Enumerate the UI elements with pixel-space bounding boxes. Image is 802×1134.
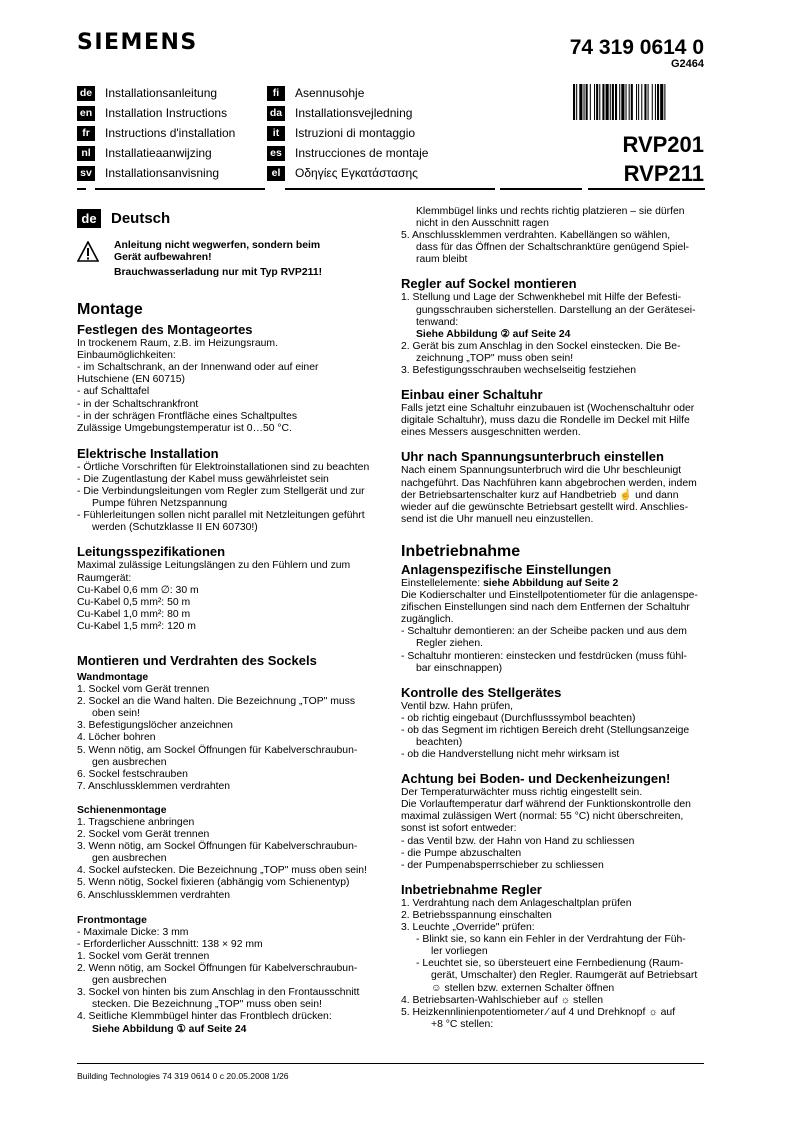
text-line: - Leuchtet sie, so übersteuert eine Fernbedienung (Raum- (416, 958, 684, 970)
heading-inbetriebnahme-regler: Inbetriebnahme Regler (401, 881, 542, 897)
text-line: Der Temperaturwächter muss richtig eingestellt sein. (401, 787, 643, 799)
language-label: Installationsvejledning (295, 106, 413, 120)
text-line: Falls jetzt eine Schaltuhr einzubauen ist (Wochenschaltuhr oder (401, 403, 695, 415)
language-label: Οδηγίες Εγκατάστασης (295, 166, 418, 180)
uhr-einstellen-text (401, 465, 711, 525)
wandmontage-list (77, 684, 377, 793)
language-item-sv (77, 163, 235, 183)
text-line: sonst ist sofort entweder: (401, 823, 517, 835)
text-line: 3. Befestigungsschrauben wechselseitig festziehen (401, 365, 637, 377)
heading-frontmontage: Frontmontage (77, 914, 147, 926)
text-line: maximal zulässigen Wert (normal: 55 °C) nicht überschreiten, (401, 811, 684, 823)
barcode-bar (655, 84, 656, 120)
text-line: Siehe Abbildung ① auf Seite 24 (92, 1023, 247, 1035)
language-list-left (77, 83, 235, 183)
rule (588, 188, 705, 190)
heading-leitungsspezifikationen: Leitungsspezifikationen (77, 544, 226, 560)
text-line: - in der schrägen Frontfläche eines Schaltpultes (77, 410, 298, 422)
heading-sockel: Montieren und Verdrahten des Sockels (77, 652, 317, 668)
text-line: gen ausbrechen (92, 975, 167, 987)
text-line: 7. Anschlussklemmen verdrahten (77, 780, 231, 792)
barcode-bar (621, 84, 624, 120)
lang-code-badge: fi (267, 86, 285, 101)
text-line: 3. Wenn nötig, am Sockel Öffnungen für Kabelverschraubun- (77, 841, 358, 853)
text-line: 4. Seitliche Klemmbügel hinter das Frontblech drücken: (77, 1011, 332, 1023)
language-label: Installation Instructions (105, 106, 228, 120)
heading-uhr-einstellen: Uhr nach Spannungsunterbruch einstellen (401, 449, 664, 465)
continued-text (401, 206, 711, 266)
text-line: zugänglich. (401, 614, 454, 626)
text-line: zeichnung „TOP" muss oben sein! (416, 352, 574, 364)
text-line: - die Pumpe abzuschalten (401, 847, 522, 859)
text-line: 2. Sockel vom Gerät trennen (77, 829, 210, 841)
section-language-label: Deutsch (111, 210, 171, 227)
barcode-bar (648, 84, 649, 120)
language-label: Instructions d'installation (105, 126, 236, 140)
heading-anlagenspezifisch: Anlagenspezifische Einstellungen (401, 561, 612, 577)
barcode-bar (619, 84, 620, 120)
barcode-bar (606, 84, 609, 120)
text-line: - Die Verbindungsleitungen vom Regler zum Stellgerät und zur (77, 486, 365, 498)
language-list-right (267, 83, 428, 183)
lang-code-badge: de (77, 209, 101, 228)
text-line: Einbaumöglichkeiten: (77, 350, 176, 362)
language-label: Istruzioni di montaggio (295, 126, 416, 140)
model-rvp211: RVP211 (623, 161, 704, 186)
lang-code-badge: el (267, 166, 285, 181)
text-line: +8 °C stellen: (431, 1018, 494, 1030)
schaltuhr-text (401, 403, 711, 439)
text-line: send ist die Uhr manuell neu einzustellen. (401, 513, 594, 525)
text-line: nachgeführt. Das Nachführen kann abgebrochen werden, indem (401, 477, 697, 489)
text-line: - im Schaltschrank, an der Innenwand oder auf einer (77, 362, 319, 374)
barcode-bar (612, 84, 614, 120)
text-line: Klemmbügel links und rechts richtig platzieren – sie dürfen (416, 206, 685, 217)
lang-code-badge: sv (77, 166, 95, 181)
barcode-bar (602, 84, 604, 120)
text-line: In trockenem Raum, z.B. im Heizungsraum. (77, 338, 278, 350)
text-line: 4. Löcher bohren (77, 732, 156, 744)
language-item-fr (77, 123, 235, 143)
barcode-bar (615, 84, 617, 120)
right-column (401, 206, 711, 1031)
doc-code: G2464 (670, 58, 704, 70)
barcode-bar (664, 84, 665, 120)
language-item-da (267, 103, 428, 123)
text-line: 3. Befestigungslöcher anzeichnen (77, 720, 233, 732)
montageort-text (77, 338, 377, 435)
text-line: - Schaltuhr demontieren: an der Scheibe packen und aus dem (401, 626, 687, 638)
regler-list (401, 292, 711, 377)
text-line: Cu-Kabel 1,5 mm²: 120 m (77, 620, 196, 632)
text-line: Ventil bzw. Hahn prüfen, (401, 700, 514, 712)
lang-code-badge: da (267, 106, 285, 121)
heading-montageort: Festlegen des Montageortes (77, 322, 253, 338)
heading-schaltuhr: Einbau einer Schaltuhr (401, 387, 543, 403)
warning-icon (77, 241, 99, 263)
inbetriebnahme-regler-list (401, 898, 711, 1031)
text-line: - ob richtig eingebaut (Durchflusssymbol beachten) (401, 712, 636, 724)
text-line: 6. Anschlussklemmen verdrahten (77, 889, 231, 901)
lang-code-badge: nl (77, 146, 95, 161)
text-line: zifischen Einstellungen sind nach dem Entfernen der Schaltuhr (401, 602, 690, 614)
text-line: Cu-Kabel 0,5 mm²: 50 m (77, 596, 191, 608)
text-line: 1. Sockel vom Gerät trennen (77, 684, 210, 696)
text-line: Die Vorlauftemperatur darf während der Funktionskontrolle den (401, 799, 691, 811)
text-line: 1. Stellung und Lage der Schwenkhebel mit Hilfe der Befesti- (401, 292, 682, 304)
frontmontage-list (77, 927, 377, 1036)
text-line: werden (Schutzklasse II EN 60730!) (92, 522, 258, 534)
barcode-bar (660, 84, 663, 120)
barcode-bar (586, 84, 588, 120)
text-line: - der Pumpenabsperrschieber zu schliessen (401, 859, 604, 871)
text-line: Nach einem Spannungsunterbruch wird die Uhr beschleunigt (401, 465, 682, 477)
leitungsspezifikationen-text (77, 560, 377, 633)
text-line: 3. Leuchte „Override" prüfen: (401, 922, 535, 934)
text-line: - Fühlerleitungen sollen nicht parallel mit Netzleitungen geführt (77, 510, 365, 522)
barcode-bar (638, 84, 639, 120)
text-line: dass für das Öffnen der Schaltschranktüre genügend Spiel- (416, 242, 690, 254)
rule (500, 188, 582, 190)
schienenmontage-list (77, 817, 377, 902)
text-line: wieder auf die gewünschte Betriebsart gestellt wird. Anschlies- (401, 501, 689, 513)
text-line: - Maximale Dicke: 3 mm (77, 926, 189, 938)
language-item-nl (77, 143, 235, 163)
text-line: Zulässige Umgebungstemperatur ist 0…50 °C. (77, 422, 292, 434)
text-line: - Schaltuhr montieren: einstecken und festdrücken (muss fühl- (401, 650, 687, 662)
anlagen-text (401, 578, 711, 675)
text-line: 1. Sockel vom Gerät trennen (77, 950, 210, 962)
text-line: Cu-Kabel 1,0 mm²: 80 m (77, 608, 191, 620)
barcode-bar (579, 84, 582, 120)
text-line: stecken. Die Bezeichnung „TOP" muss oben sein! (92, 999, 322, 1011)
text-line: Maximal zulässige Leitungslängen zu den Fühlern und zum (77, 560, 351, 572)
text-line: 5. Anschlussklemmen verdrahten. Kabellängen so wählen, (401, 230, 671, 242)
language-label: Installatieaanwijzing (105, 146, 212, 160)
barcode-bar (610, 84, 611, 120)
text-line: eines Messers ausgeschnitten werden. (401, 427, 581, 439)
text-line: gerät, Umschalter) den Regler. Raumgerät auf Betriebsart (431, 970, 698, 982)
language-label: Instrucciones de montaje (295, 146, 429, 160)
text-line: nicht in den Ausschnitt ragen (416, 218, 549, 230)
barcode-bar (629, 84, 630, 120)
footer-rule (77, 1063, 704, 1064)
text-line: 2. Sockel an die Wand halten. Die Bezeichnung „TOP" muss (77, 696, 356, 708)
heading-achtung: Achtung bei Boden- und Deckenheizungen! (401, 771, 671, 787)
achtung-text (401, 787, 711, 872)
barcode-bar (641, 84, 642, 120)
text-line: 5. Heizkennlinienpotentiometer ⁄ auf 4 und Drehknopf ☼ auf (401, 1006, 676, 1018)
text-line: gen ausbrechen (92, 853, 167, 865)
siemens-logo: SIEMENS (77, 30, 198, 55)
text-line: Raumgerät: (77, 572, 132, 584)
barcode-bar (599, 84, 600, 120)
barcode-bar (594, 84, 595, 120)
text-line: 5. Wenn nötig, Sockel fixieren (abhängig vom Schienentyp) (77, 877, 350, 889)
text-line: beachten) (416, 737, 463, 748)
barcode-bar (573, 84, 575, 120)
language-item-en (77, 103, 235, 123)
barcode-bar (584, 84, 585, 120)
text-line: 5. Wenn nötig, am Sockel Öffnungen für Kabelverschraubun- (77, 744, 358, 756)
footer-text: Building Technologies 74 319 0614 0 c 20.05.2008 1/26 (77, 1071, 289, 1081)
barcode-bar (657, 84, 659, 120)
text-line: - Die Zugentlastung der Kabel muss gewährleistet sein (77, 473, 329, 485)
barcode (573, 84, 704, 120)
text-line: 4. Sockel aufstecken. Die Bezeichnung „TOP" muss oben sein! (77, 865, 367, 877)
elektrische-installation-text (77, 462, 377, 535)
text-line: gen ausbrechen (92, 756, 167, 768)
text-line: ler vorliegen (431, 946, 488, 958)
lang-code-badge: de (77, 86, 95, 101)
heading-schienenmontage: Schienenmontage (77, 804, 167, 816)
lang-code-badge: fr (77, 126, 95, 141)
text-line: Einstellelemente: siehe Abbildung auf Seite 2 (401, 577, 619, 589)
model-rvp201: RVP201 (622, 132, 704, 157)
text-line: Die Kodierschalter und Einstellpotentiometer für die anlagenspe- (401, 590, 698, 602)
text-line: 4. Betriebsarten-Wahlschieber auf ☼ stellen (401, 994, 604, 1006)
heading-elektrische-installation: Elektrische Installation (77, 445, 219, 461)
text-line: oben sein! (92, 708, 140, 720)
rule (95, 188, 265, 190)
text-line: - das Ventil bzw. der Hahn von Hand zu schliessen (401, 835, 635, 847)
language-label: Installationsanleitung (105, 86, 218, 100)
barcode-bar (626, 84, 627, 120)
text-line: ☺ stellen bzw. externen Schalter öffnen (431, 982, 615, 994)
text-line: - in der Schaltschrankfront (77, 398, 199, 410)
barcode-bar (596, 84, 598, 120)
heading-inbetriebnahme: Inbetriebnahme (401, 542, 521, 560)
text-line: 2. Gerät bis zum Anschlag in den Sockel einstecken. Die Be- (401, 340, 681, 352)
left-column (77, 301, 377, 1036)
text-line: Cu-Kabel 0,6 mm ∅: 30 m (77, 584, 199, 596)
heading-wandmontage: Wandmontage (77, 671, 149, 683)
text-line: 1. Verdrahtung nach dem Anlageschaltplan prüfen (401, 897, 632, 909)
barcode-bar (631, 84, 633, 120)
heading-regler-sockel: Regler auf Sockel montieren (401, 276, 577, 292)
text-line: gungsschrauben sicherstellen. Darstellung an der Gerätesei- (416, 304, 696, 316)
language-label: Installationsanvisning (105, 166, 220, 180)
heading-montage: Montage (77, 301, 143, 318)
text-line: 6. Sockel festschrauben (77, 768, 188, 780)
lang-code-badge: it (267, 126, 285, 141)
rule (285, 188, 495, 190)
barcode-bar (652, 84, 653, 120)
text-line: raum bleibt (416, 254, 468, 266)
language-item-es (267, 143, 428, 163)
text-line: 2. Wenn nötig, am Sockel Öffnungen für Kabelverschraubun- (77, 963, 358, 975)
text-line: bar einschnappen) (416, 662, 503, 674)
text-line: - auf Schalttafel (77, 386, 150, 398)
text-line: - Erforderlicher Ausschnitt: 138 × 92 mm (77, 938, 263, 950)
barcode-bar (576, 84, 577, 120)
text-line: Hutschiene (EN 60715) (77, 374, 186, 386)
heading-kontrolle: Kontrolle des Stellgerätes (401, 684, 562, 700)
text-line: 2. Betriebsspannung einschalten (401, 909, 552, 921)
kontrolle-text (401, 701, 711, 761)
warning-text: Anleitung nicht wegwerfen, sondern beim Gerät aufbewahren! Brauchwasserladung nur mit Typ RVP211! (114, 240, 323, 279)
lang-code-badge: es (267, 146, 285, 161)
text-line: - ob die Handverstellung nicht mehr wirksam ist (401, 749, 620, 761)
text-line: der Betriebsartenschalter kurz auf Handbetrieb ☝ und dann (401, 489, 679, 501)
language-item-fi (267, 83, 428, 103)
language-item-el (267, 163, 428, 183)
text-line: Regler ziehen. (416, 638, 484, 650)
rule (77, 188, 86, 190)
text-line: - Blinkt sie, so kann ein Fehler in der Verdrahtung der Füh- (416, 934, 686, 946)
language-item-it (267, 123, 428, 143)
barcode-bar (636, 84, 637, 120)
language-label: Asennusohje (295, 86, 365, 100)
language-item-de (77, 83, 235, 103)
text-line: - ob das Segment im richtigen Bereich dreht (Stellungsanzeige (401, 724, 690, 736)
text-line: - Örtliche Vorschriften für Elektroinstallationen sind zu beachten (77, 461, 370, 473)
text-line: digitale Schaltuhr), muss dazu die Rondelle im Deckel mit Hilfe (401, 415, 690, 427)
text-line: tenwand: (416, 316, 459, 328)
doc-number: 74 319 0614 0 (569, 36, 704, 59)
text-line: 3. Sockel von hinten bis zum Anschlag in den Frontausschnitt (77, 987, 360, 999)
section-language (77, 209, 170, 228)
barcode-bar (590, 84, 591, 120)
text-line: 1. Tragschiene anbringen (77, 817, 195, 828)
text-line: Siehe Abbildung ② auf Seite 24 (416, 328, 571, 340)
text-line: Pumpe führen Netzspannung (92, 498, 228, 510)
barcode-bar (644, 84, 646, 120)
lang-code-badge: en (77, 106, 95, 121)
